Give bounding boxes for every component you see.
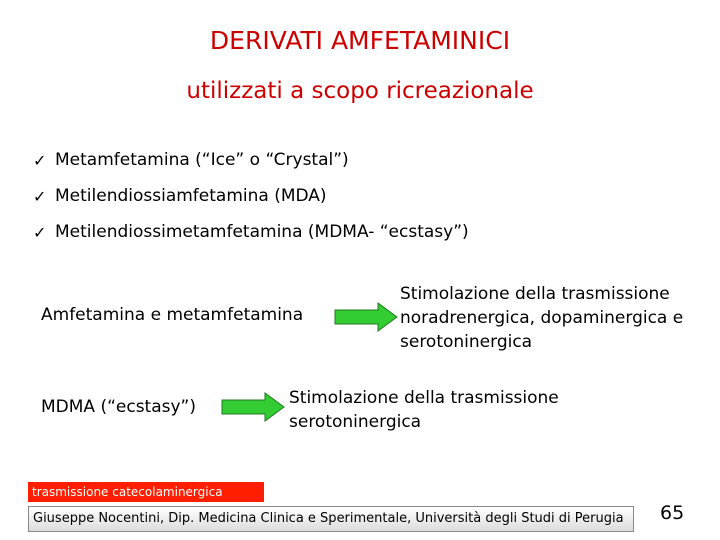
description-line: serotoninergica: [289, 412, 422, 432]
page-number: 65: [660, 502, 685, 524]
checkmark-icon: ✓: [33, 222, 47, 242]
footer-note: trasmissione catecolaminergica: [28, 482, 264, 502]
bullet-item: [33, 186, 327, 206]
description-line: Stimolazione della trasmissione: [289, 388, 559, 408]
slide-subtitle: utilizzati a scopo ricreazionale: [186, 78, 534, 104]
description-line: serotoninergica: [400, 332, 533, 352]
bullet-text: Metilendiossiamfetamina (MDA): [55, 186, 327, 206]
checkmark-icon: ✓: [33, 150, 47, 170]
effect-label: Amfetamina e metamfetamina: [41, 305, 304, 325]
bullet-item: [33, 150, 349, 170]
footer-credit: Giuseppe Nocentini, Dip. Medicina Clinica e Sperimentale, Università degli Studi di Perugia: [28, 506, 634, 532]
effect-description: [400, 282, 683, 354]
effect-label: MDMA (“ecstasy”): [41, 397, 197, 417]
description-line: noradrenergica, dopaminergica e: [400, 308, 684, 328]
bullet-text: Metamfetamina (“Ice” o “Crystal”): [55, 150, 349, 170]
bullet-item: [33, 222, 469, 242]
right-arrow-icon: [221, 392, 285, 422]
bullet-text: Metilendiossimetamfetamina (MDMA- “ecstasy”): [55, 222, 469, 242]
slide-title: DERIVATI AMFETAMINICI: [209, 26, 511, 55]
right-arrow-icon: [334, 302, 398, 332]
arrow-shape: [222, 393, 284, 421]
checkmark-icon: ✓: [33, 186, 47, 206]
description-line: Stimolazione della trasmissione: [400, 284, 670, 304]
effect-description: [289, 386, 559, 434]
arrow-shape: [335, 303, 397, 331]
